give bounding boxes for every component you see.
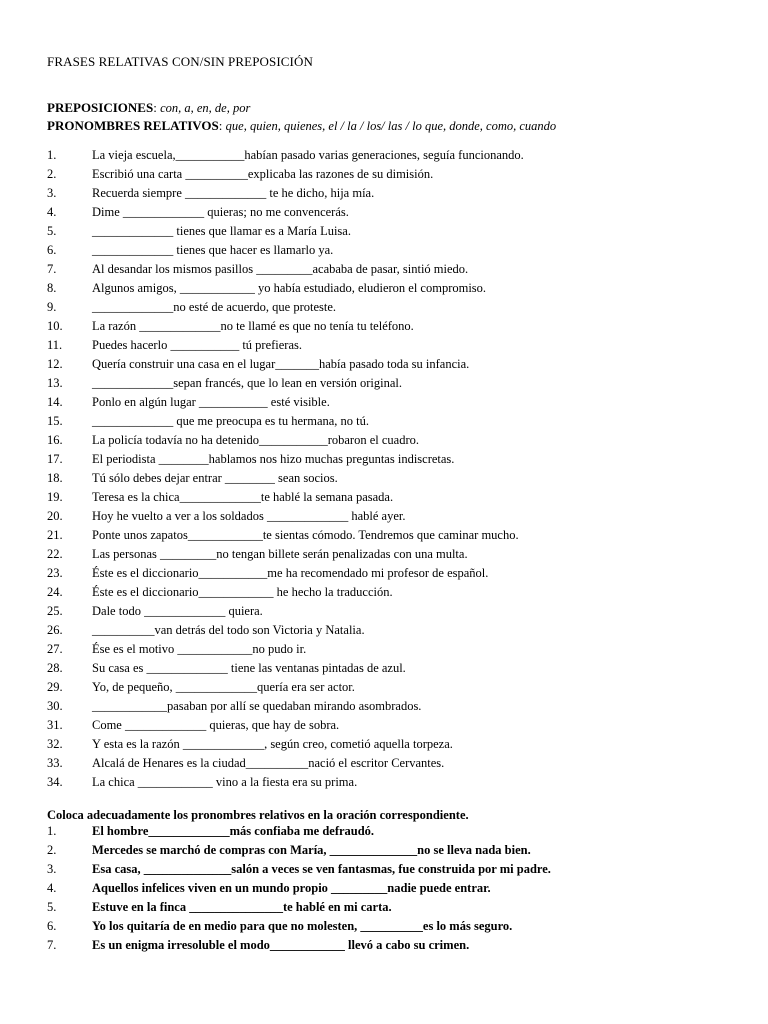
list-item [47, 393, 524, 412]
item-number: 6. [47, 919, 57, 933]
item-number: 1. [47, 824, 57, 838]
list-item [47, 621, 524, 640]
item-text: Teresa es la chica_____________te hablé la semana pasada. [92, 490, 394, 504]
item-number: 7. [47, 262, 57, 276]
item-text: _____________sepan francés, que lo lean en versión original. [92, 376, 402, 390]
item-number: 27. [47, 642, 63, 656]
list-item [47, 241, 524, 260]
list-item [47, 184, 524, 203]
item-text: Escribió una carta __________explicaba las razones de su dimisión. [92, 167, 434, 181]
item-text: Tú sólo debes dejar entrar ________ sean socios. [92, 471, 338, 485]
list-item [47, 640, 524, 659]
item-number: 1. [47, 148, 57, 162]
item-number: 16. [47, 433, 63, 447]
item-number: 21. [47, 528, 63, 542]
list-item [47, 936, 551, 955]
item-text: Es un enigma irresoluble el modo____________ llevó a cabo su crimen. [92, 938, 470, 952]
item-text: Hoy he vuelto a ver a los soldados _____________ hablé ayer. [92, 509, 406, 523]
item-number: 4. [47, 881, 57, 895]
list-item [47, 898, 551, 917]
item-text: Yo los quitaría de en medio para que no molesten, __________es lo más seguro. [92, 919, 513, 933]
item-number: 11. [47, 338, 63, 352]
list-item [47, 659, 524, 678]
list-item [47, 507, 524, 526]
item-text: Éste es el diccionario___________me ha recomendado mi profesor de español. [92, 566, 489, 580]
item-number: 33. [47, 756, 63, 770]
list-item [47, 545, 524, 564]
item-number: 3. [47, 862, 57, 876]
list-item [47, 488, 524, 507]
item-text: ____________pasaban por allí se quedaban mirando asombrados. [92, 699, 422, 713]
item-text: Alcalá de Henares es la ciudad__________nació el escritor Cervantes. [92, 756, 445, 770]
item-number: 25. [47, 604, 63, 618]
item-number: 4. [47, 205, 57, 219]
item-number: 24. [47, 585, 63, 599]
item-text: _____________ tienes que llamar es a María Luisa. [92, 224, 351, 238]
item-text: Estuve en la finca _______________te hablé en mi carta. [92, 900, 392, 914]
item-number: 5. [47, 900, 57, 914]
item-text: Y esta es la razón _____________, según creo, cometió aquella torpeza. [92, 737, 453, 751]
item-number: 15. [47, 414, 63, 428]
item-number: 31. [47, 718, 63, 732]
item-text: Come _____________ quieras, que hay de sobra. [92, 718, 340, 732]
item-text: _____________ que me preocupa es tu hermana, no tú. [92, 414, 370, 428]
list-item [47, 355, 524, 374]
list-item [47, 469, 524, 488]
list-item [47, 678, 524, 697]
list-item [47, 431, 524, 450]
list-item [47, 841, 551, 860]
sentence-list [47, 146, 524, 792]
list-item [47, 917, 551, 936]
item-number: 8. [47, 281, 57, 295]
list-item [47, 735, 524, 754]
item-number: 32. [47, 737, 63, 751]
item-number: 23. [47, 566, 63, 580]
item-text: Dale todo _____________ quiera. [92, 604, 263, 618]
item-text: Algunos amigos, ____________ yo había estudiado, eludieron el compromiso. [92, 281, 487, 295]
item-text: El hombre_____________más confiaba me defraudó. [92, 824, 375, 838]
item-text: Ése es el motivo ____________no pudo ir. [92, 642, 307, 656]
list-item [47, 222, 524, 241]
list-item [47, 336, 524, 355]
list-item [47, 716, 524, 735]
pronombres-colon: : [218, 118, 226, 133]
item-number: 7. [47, 938, 57, 952]
item-text: Aquellos infelices viven en un mundo propio _________nadie puede entrar. [92, 881, 491, 895]
item-text: Las personas _________no tengan billete serán penalizadas con una multa. [92, 547, 468, 561]
item-number: 2. [47, 843, 57, 857]
pronombres-list: que, quien, quienes, el / la / los/ las / lo que, donde, como, cuando [225, 119, 557, 133]
item-text: _____________ tienes que hacer es llamarlo ya. [92, 243, 334, 257]
item-text: La policía todavía no ha detenido___________robaron el cuadro. [92, 433, 419, 447]
item-text: Ponte unos zapatos____________te sientas cómodo. Tendremos que caminar mucho. [92, 528, 519, 542]
item-text: Ponlo en algún lugar ___________ esté visible. [92, 395, 330, 409]
list-item [47, 374, 524, 393]
item-text: Quería construir una casa en el lugar_______había pasado toda su infancia. [92, 357, 470, 371]
item-number: 13. [47, 376, 63, 390]
preposiciones-line [47, 99, 556, 117]
list-item [47, 602, 524, 621]
list-item [47, 526, 524, 545]
item-text: El periodista ________hablamos nos hizo muchas preguntas indiscretas. [92, 452, 455, 466]
item-number: 34. [47, 775, 63, 789]
item-text: Al desandar los mismos pasillos _________acababa de pasar, sintió miedo. [92, 262, 469, 276]
item-number: 5. [47, 224, 57, 238]
list-item [47, 146, 524, 165]
item-text: La razón _____________no te llamé es que no tenía tu teléfono. [92, 319, 414, 333]
list-item [47, 754, 524, 773]
list-item [47, 583, 524, 602]
pronombres-label: PRONOMBRES RELATIVOS [47, 118, 219, 133]
item-number: 12. [47, 357, 63, 371]
item-number: 19. [47, 490, 63, 504]
item-number: 2. [47, 167, 57, 181]
item-number: 10. [47, 319, 63, 333]
exercise-title: Coloca adecuadamente los pronombres relativos en la oración correspondiente. [47, 808, 469, 822]
list-item [47, 317, 524, 336]
item-number: 14. [47, 395, 63, 409]
worksheet-title: FRASES RELATIVAS CON/SIN PREPOSICIÓN [47, 54, 313, 69]
list-item [47, 203, 524, 222]
item-number: 30. [47, 699, 63, 713]
item-text: Mercedes se marchó de compras con María, ______________no se lleva nada bien. [92, 843, 531, 857]
list-item [47, 860, 551, 879]
item-text: Recuerda siempre _____________ te he dicho, hija mía. [92, 186, 375, 200]
item-number: 20. [47, 509, 63, 523]
exercise-list [47, 822, 551, 955]
item-number: 29. [47, 680, 63, 694]
list-item [47, 450, 524, 469]
preposiciones-label: PREPOSICIONES [47, 100, 154, 115]
definitions-block [47, 99, 556, 135]
pronombres-line [47, 117, 556, 135]
item-number: 17. [47, 452, 63, 466]
preposiciones-colon: : [153, 100, 161, 115]
item-text: Su casa es _____________ tiene las ventanas pintadas de azul. [92, 661, 406, 675]
list-item [47, 165, 524, 184]
item-text: __________van detrás del todo son Victoria y Natalia. [92, 623, 365, 637]
list-item [47, 822, 551, 841]
item-number: 3. [47, 186, 57, 200]
item-text: La chica ____________ vino a la fiesta era su prima. [92, 775, 358, 789]
list-item [47, 298, 524, 317]
preposiciones-list: con, a, en, de, por [160, 101, 251, 115]
item-text: _____________no esté de acuerdo, que proteste. [92, 300, 337, 314]
item-text: Dime _____________ quieras; no me convencerás. [92, 205, 349, 219]
list-item [47, 879, 551, 898]
item-text: Yo, de pequeño, _____________quería era ser actor. [92, 680, 355, 694]
list-item [47, 564, 524, 583]
item-number: 28. [47, 661, 63, 675]
item-text: La vieja escuela,___________habían pasado varias generaciones, seguía funcionando. [92, 148, 524, 162]
item-text: Puedes hacerlo ___________ tú prefieras. [92, 338, 303, 352]
item-number: 22. [47, 547, 63, 561]
item-text: Esa casa, ______________salón a veces se ven fantasmas, fue construida por mi padre. [92, 862, 551, 876]
item-number: 26. [47, 623, 63, 637]
list-item [47, 412, 524, 431]
list-item [47, 697, 524, 716]
list-item [47, 260, 524, 279]
list-item [47, 279, 524, 298]
item-number: 9. [47, 300, 57, 314]
item-number: 6. [47, 243, 57, 257]
item-text: Éste es el diccionario____________ he hecho la traducción. [92, 585, 393, 599]
item-number: 18. [47, 471, 63, 485]
list-item [47, 773, 524, 792]
